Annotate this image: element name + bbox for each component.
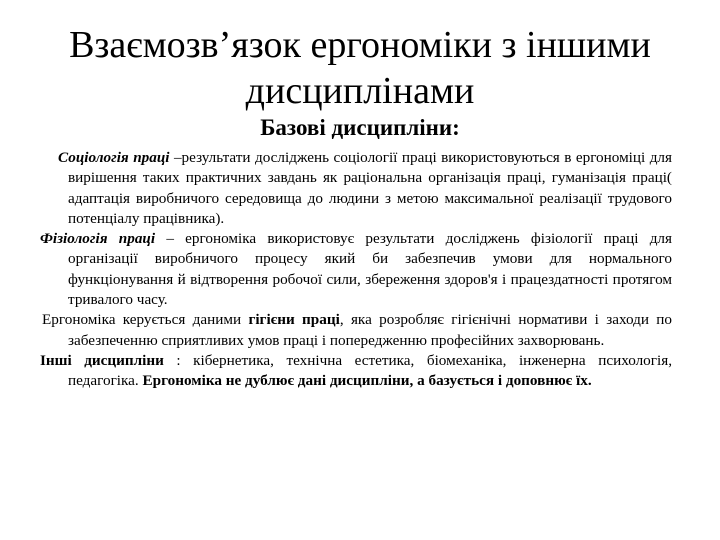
paragraph-other-disciplines — [40, 351, 672, 392]
term-physiology: Фізіологія праці — [40, 230, 156, 248]
paragraph-sociology — [40, 148, 672, 229]
term-hygiene: гігієни праці — [248, 311, 340, 329]
text-other-disciplines: : кібернетика, технічна естетика, біомеханіка, інженерна психологія, педагогіка. — [68, 351, 673, 390]
text-sociology: –результати досліджень соціології праці використовуються в ергономіці для вирішення таких практичних завдань як раціональна організація праці, гуманізація праці( адаптація виробничого середовища до людини з метою максимальної реалізації трудового потенціалу працівника). — [68, 149, 672, 227]
term-sociology: Соціологія праці — [58, 149, 170, 166]
emphasis-conclusion: Ергономіка не дублює дані дисципліни, а базується і доповнює їх. — [142, 372, 592, 390]
slide-title: Взаємозв’язок ергономіки з іншими дисциплінами — [69, 24, 651, 112]
term-other-disciplines: Інші дисципліни — [40, 351, 164, 369]
text-hygiene-after: , яка розробляє гігієнічні нормативи і заходи по забезпеченню сприятливих умов праці і попередженню професійних захворювань. — [68, 311, 673, 349]
slide-subtitle: Базові дисципліни: — [260, 115, 460, 140]
text-physiology: – ергономіка використовує результати досліджень фізіології праці для організації виробничого процесу який би забезпечив умови для нормального функціонування й відтворення робочої сили, збереження здоров'я і працездатності протягом тривалого часу. — [68, 230, 673, 309]
paragraph-hygiene — [40, 310, 672, 351]
slide-body — [40, 148, 672, 392]
paragraph-physiology — [40, 229, 672, 310]
text-hygiene-before: Ергономіка керується даними — [42, 311, 249, 329]
